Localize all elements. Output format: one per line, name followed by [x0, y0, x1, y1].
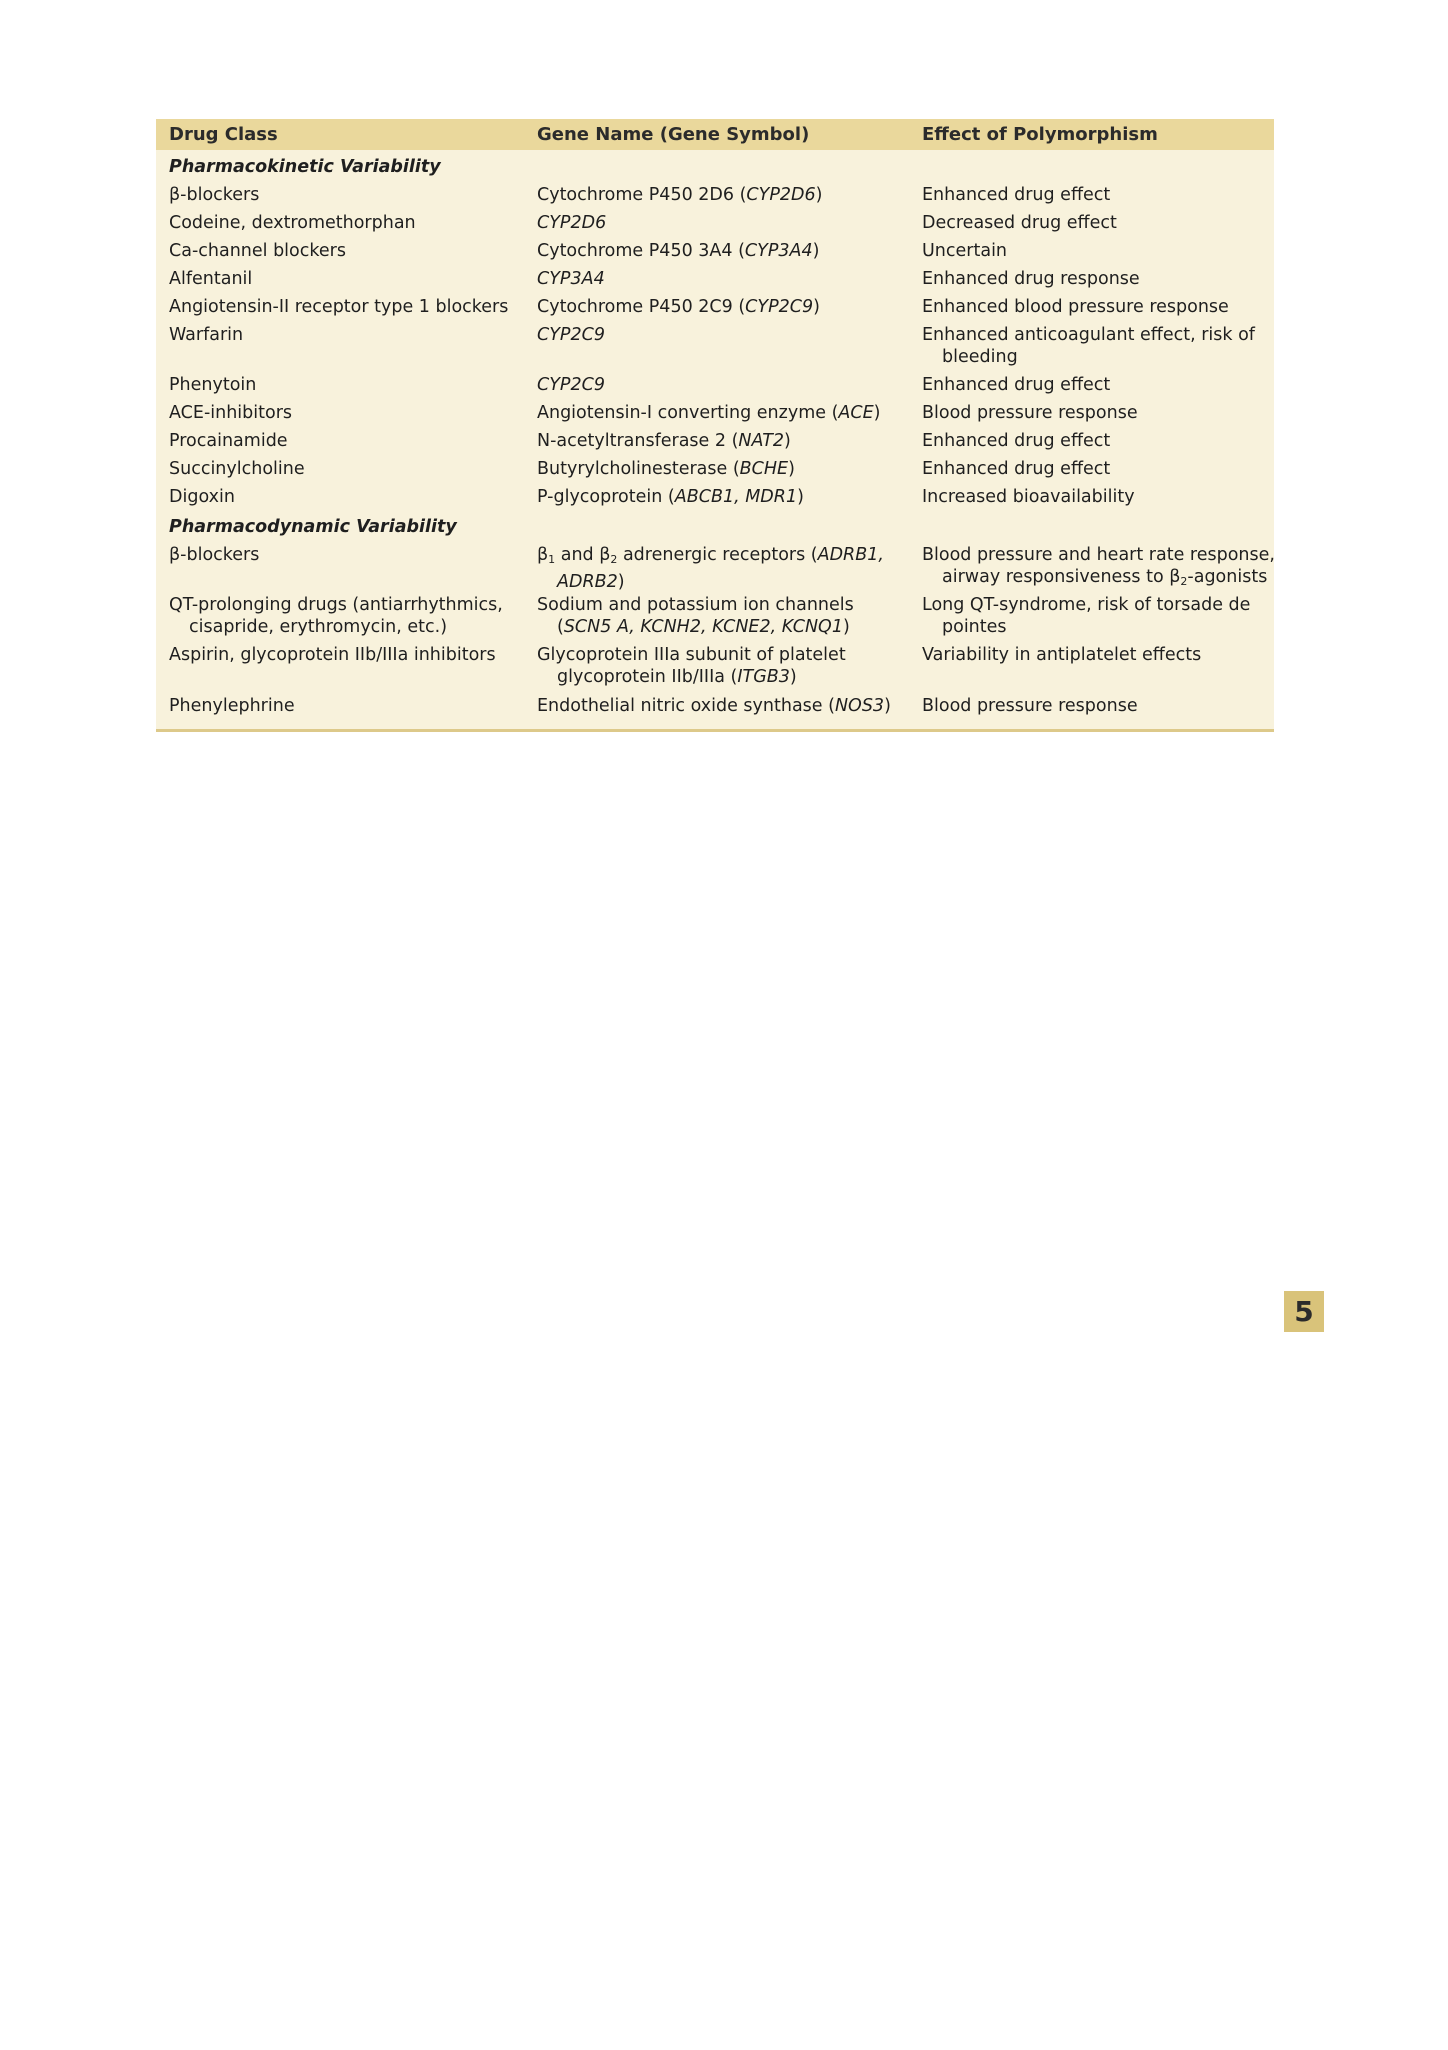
- table-cell-effect: Variability in antiplatelet effects: [922, 645, 1202, 665]
- table-cell-effect: Enhanced drug effect: [922, 431, 1111, 451]
- table-cell-drug: Alfentanil: [169, 269, 253, 289]
- table-cell-gene: $\beta_1$ and $\beta_2$ adrenergic receptors (ADRB1, ADRB2): [537, 545, 884, 592]
- table-body: [156, 150, 1274, 729]
- table-cell-drug: Phenytoin: [169, 375, 257, 395]
- table-cell-gene: N-acetyltransferase 2 (NAT2): [537, 431, 791, 451]
- table-cell-gene: CYP3A4: [537, 269, 605, 289]
- table-cell-gene: Butyrylcholinesterase (BCHE): [537, 459, 795, 479]
- table-cell-effect: Enhanced drug effect: [922, 185, 1111, 205]
- table-cell-drug: Warfarin: [169, 325, 244, 345]
- table-cell-gene: Cytochrome P450 2C9 (CYP2C9): [537, 297, 820, 317]
- table-cell-effect: Enhanced blood pressure response: [922, 297, 1229, 317]
- table-cell-drug: β-blockers: [169, 545, 260, 565]
- column-header-effect: Effect of Polymorphism: [922, 124, 1158, 145]
- table-cell-effect: Enhanced drug response: [922, 269, 1140, 289]
- table-cell-effect: Blood pressure and heart rate response, airway responsiveness to $\beta_2$-agonists: [922, 545, 1275, 588]
- table-cell-effect: Enhanced drug effect: [922, 375, 1111, 395]
- table-cell-effect: Increased bioavailability: [922, 487, 1135, 507]
- table-cell-gene: Glycoprotein IIIa subunit of platelet glycoprotein IIb/IIIa (ITGB3): [537, 645, 846, 687]
- table-cell-gene: CYP2C9: [537, 325, 605, 345]
- table-cell-effect: Enhanced drug effect: [922, 459, 1111, 479]
- table-cell-drug: β-blockers: [169, 185, 260, 205]
- table-cell-drug: Codeine, dextromethorphan: [169, 213, 416, 233]
- table-cell-gene: Cytochrome P450 3A4 (CYP3A4): [537, 241, 820, 261]
- table-cell-drug: QT-prolonging drugs (antiarrhythmics, cisapride, erythromycin, etc.): [169, 595, 503, 637]
- table-cell-drug: Aspirin, glycoprotein IIb/IIIa inhibitors: [169, 645, 496, 665]
- table-cell-effect: Long QT-syndrome, risk of torsade de pointes: [922, 595, 1251, 637]
- section-title-pharmacodynamic: Pharmacodynamic Variability: [169, 517, 457, 537]
- table-cell-effect: Enhanced anticoagulant effect, risk of bleeding: [922, 325, 1255, 367]
- table-cell-effect: Decreased drug effect: [922, 213, 1117, 233]
- table-cell-drug: Phenylephrine: [169, 696, 295, 716]
- table-cell-drug: Procainamide: [169, 431, 288, 451]
- table-cell-drug: ACE-inhibitors: [169, 403, 293, 423]
- table-cell-gene: P-glycoprotein (ABCB1, MDR1): [537, 487, 804, 507]
- table-cell-gene: CYP2C9: [537, 375, 605, 395]
- table-cell-gene: Angiotensin-I converting enzyme (ACE): [537, 403, 881, 423]
- table-cell-gene: Endothelial nitric oxide synthase (NOS3): [537, 696, 891, 716]
- column-header-drug-class: Drug Class: [169, 124, 278, 145]
- section-title-pharmacokinetic: Pharmacokinetic Variability: [169, 157, 441, 177]
- table-cell-effect: Blood pressure response: [922, 403, 1138, 423]
- table-cell-drug: Ca-channel blockers: [169, 241, 346, 261]
- drug-gene-table: [156, 119, 1274, 732]
- table-cell-drug: Angiotensin-II receptor type 1 blockers: [169, 297, 509, 317]
- table-cell-gene: Cytochrome P450 2D6 (CYP2D6): [537, 185, 823, 205]
- column-header-gene-name: Gene Name (Gene Symbol): [537, 124, 810, 145]
- table-cell-gene: Sodium and potassium ion channels (SCN5 A, KCNH2, KCNE2, KCNQ1): [537, 595, 854, 637]
- table-cell-gene: CYP2D6: [537, 213, 607, 233]
- page-number-tab: 5: [1284, 1291, 1324, 1332]
- table-cell-drug: Succinylcholine: [169, 459, 305, 479]
- table-cell-drug: Digoxin: [169, 487, 235, 507]
- table-cell-effect: Uncertain: [922, 241, 1008, 261]
- table-cell-effect: Blood pressure response: [922, 696, 1138, 716]
- table-header-row: [156, 119, 1274, 150]
